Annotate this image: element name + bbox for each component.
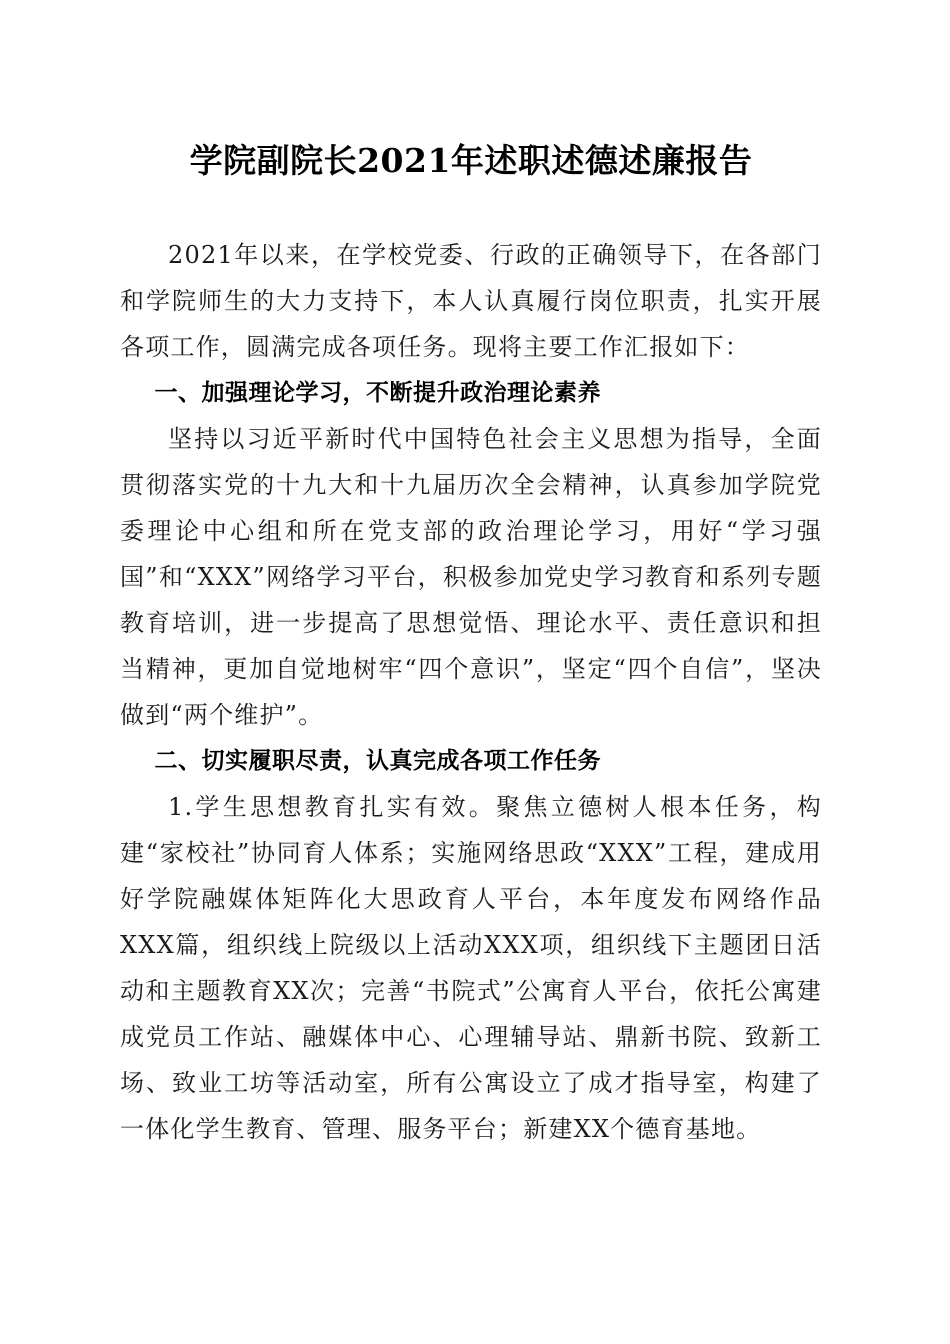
section-2-heading: 二、切实履职尽责，认真完成各项工作任务: [154, 748, 601, 774]
document-body: [120, 232, 822, 1152]
section-1-paragraph: 坚持以习近平新时代中国特色社会主义思想为指导，全面贯彻落实党的十九大和十九届历次全会精神，认真参加学院党委理论中心组和所在党支部的政治理论学习，用好“学习强国”和“XXX”网络学习平台，积极参加党史学习教育和系列专题教育培训，进一步提高了思想觉悟、理论水平、责任意识和担当精神，更加自觉地树牢“四个意识”，坚定“四个自信”，坚决做到“两个维护”。: [120, 425, 822, 729]
section-1-heading: 一、加强理论学习，不断提升政治理论素养: [154, 380, 601, 406]
intro-paragraph: 2021年以来，在学校党委、行政的正确领导下，在各部门和学院师生的大力支持下，本人认真履行岗位职责，扎实开展各项工作，圆满完成各项任务。现将主要工作汇报如下：: [120, 241, 822, 361]
document-title: 学院副院长2021年述职述德述廉报告: [189, 141, 753, 180]
section-2-item-1-paragraph: 1.学生思想教育扎实有效。聚焦立德树人根本任务，构建“家校社”协同育人体系；实施网络思政“XXX”工程，建成用好学院融媒体矩阵化大思政育人平台，本年度发布网络作品XXX篇，组织线上院级以上活动XXX项，组织线下主题团日活动和主题教育XX次；完善“书院式”公寓育人平台，依托公寓建成党员工作站、融媒体中心、心理辅导站、鼎新书院、致新工场、致业工坊等活动室，所有公寓设立了成才指导室，构建了一体化学生教育、管理、服务平台；新建XX个德育基地。: [120, 793, 822, 1143]
